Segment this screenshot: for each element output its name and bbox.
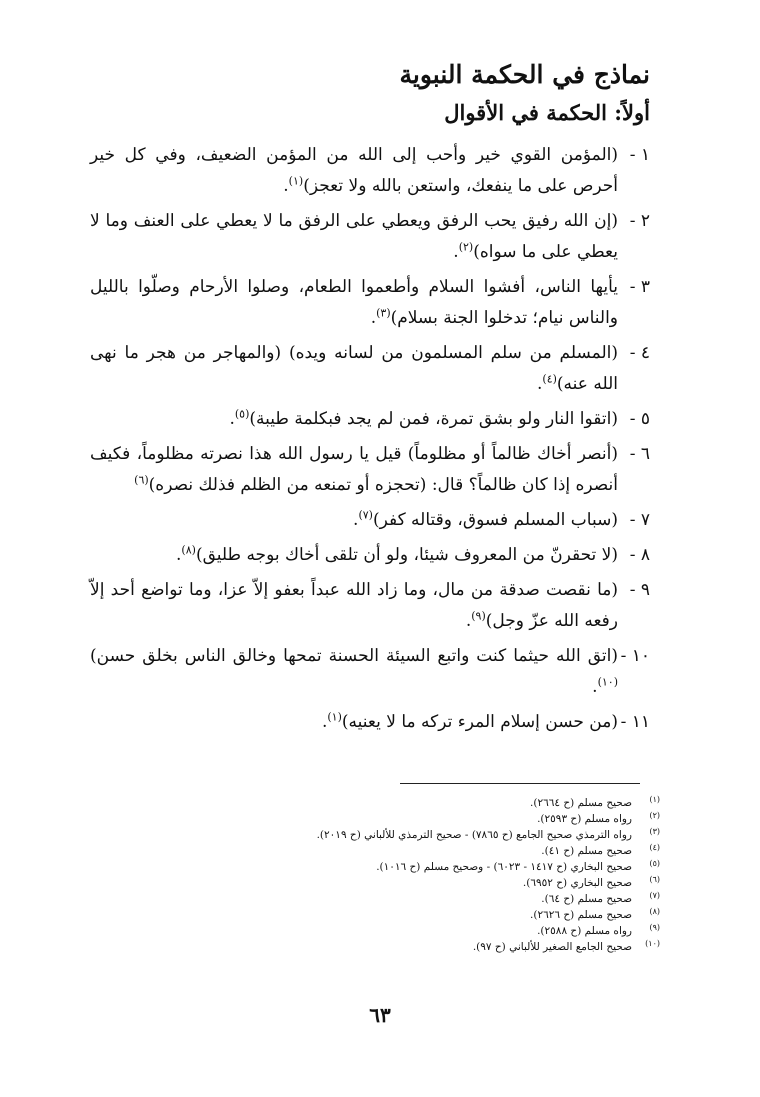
hadith-text (90, 206, 618, 268)
footnote-ref: (٣) (376, 306, 391, 320)
hadith-item (90, 206, 650, 268)
item-number: ٨ - (629, 545, 650, 565)
footnote (260, 923, 660, 939)
item-tail: . (465, 611, 472, 631)
item-text: (لا تحقرنّ من المعروف شيئا، ولو أن تلقى أخاك بوجه طليق) (195, 545, 618, 565)
footnote-ref: (٥) (234, 407, 250, 421)
hadith-text (90, 575, 618, 637)
hadith-text (90, 641, 618, 703)
footnote-number: (٧) (649, 891, 660, 900)
section-heading: أولاً: الحكمة في الأقوال (444, 100, 650, 125)
footnote (260, 907, 660, 923)
footnote-ref: (١٠) (597, 675, 618, 689)
page-number: ٦٣ (369, 1003, 391, 1027)
item-tail: . (370, 308, 377, 328)
item-number: ٤ - (629, 343, 650, 363)
hadith-text (90, 140, 618, 202)
item-number: ٦ - (629, 444, 650, 464)
footnote-ref: (٩) (471, 609, 486, 623)
footnote (260, 811, 660, 827)
hadith-text (90, 338, 618, 400)
footnote-number: (١٠) (645, 939, 660, 948)
item-text: (من حسن إسلام المرء تركه ما لا يعنيه) (341, 712, 618, 732)
footnote-divider (400, 783, 640, 784)
item-tail: . (283, 176, 289, 196)
item-number: ٢ - (629, 211, 650, 231)
page-title: نماذج في الحكمة النبوية (399, 60, 650, 89)
footnote-text: صحيح مسلم (ح ٤١). (541, 845, 632, 857)
footnote-ref: (١) (327, 710, 342, 724)
item-number: ٩ - (629, 580, 650, 600)
item-tail: . (176, 545, 182, 565)
footnote-number: (٨) (649, 907, 660, 916)
hadith-item (90, 505, 650, 536)
footnote-number: (٥) (649, 859, 660, 868)
hadith-text (90, 439, 618, 501)
item-text: (اتقوا النار ولو بشق تمرة، فمن لم يجد فبكلمة طيبة) (249, 409, 618, 429)
footnote-number: (١) (649, 795, 660, 804)
footnote-number: (٤) (649, 843, 660, 852)
footnote-ref: (١) (288, 174, 304, 188)
hadith-item (90, 140, 650, 202)
item-number: ١٠ - (620, 646, 650, 666)
hadith-item (90, 404, 650, 435)
footnote (260, 891, 660, 907)
footnote-ref: (٤) (542, 372, 557, 386)
footnote-ref: (٢) (458, 240, 474, 254)
item-tail: . (592, 677, 598, 697)
footnote-text: رواه مسلم (ح ٢٥٩٣). (537, 813, 632, 825)
hadith-item (90, 540, 650, 571)
item-text: (المسلم من سلم المسلمون من لسانه ويده) (والمهاجر من هجر ما نهى الله عنه) (90, 343, 618, 394)
item-text: يأيها الناس، أفشوا السلام وأطعموا الطعام، وصلوا الأرحام وصلّوا بالليل والناس نيام؛ تدخلوا الجنة بسلام) (90, 277, 618, 328)
footnote (260, 843, 660, 859)
footnotes (260, 795, 660, 955)
item-number: ٧ - (629, 510, 650, 530)
hadith-item (90, 272, 650, 334)
footnote-text: رواه الترمذي صحيح الجامع (ح ٧٨٦٥) - صحيح الترمذي للألباني (ح ٢٠١٩). (316, 829, 632, 841)
footnote-number: (٣) (649, 827, 660, 836)
footnote-text: صحيح مسلم (ح ٦٤). (541, 893, 632, 905)
hadith-item (90, 338, 650, 400)
footnote-number: (٢) (649, 811, 660, 820)
item-text: (ما نقصت صدقة من مال، وما زاد الله عبداً بعفو إلاّ عزا، وما تواضع أحد إلاّ رفعه الله عزّ وجل) (90, 580, 618, 631)
footnote-text: صحيح مسلم (ح ٢٦٢٦). (530, 909, 632, 921)
footnote (260, 875, 660, 891)
footnote-ref: (٧) (358, 508, 373, 522)
item-tail: . (453, 242, 459, 262)
item-text: (اتق الله حيثما كنت واتبع السيئة الحسنة تمحها وخالق الناس بخلق حسن) (90, 646, 618, 666)
hadith-text (90, 404, 618, 435)
hadith-item (90, 707, 650, 738)
hadith-text (90, 540, 618, 571)
hadith-item (90, 575, 650, 637)
footnote-text: رواه مسلم (ح ٢٥٨٨). (537, 925, 632, 937)
item-text: (المؤمن القوي خير وأحب إلى الله من المؤمن الضعيف، وفي كل خير أحرص على ما ينفعك، واستعن بالله ولا تعجز) (90, 145, 618, 196)
item-tail: . (229, 409, 235, 429)
footnote-text: صحيح مسلم (ح ٢٦٦٤). (530, 797, 632, 809)
footnote-text: صحيح البخاري (ح ١٤١٧ - ٦٠٢٣) - وصحيح مسلم (ح ١٠١٦). (376, 861, 632, 873)
item-text: (إن الله رفيق يحب الرفق ويعطي على الرفق ما لا يعطي على العنف وما لا يعطي على ما سواه) (90, 211, 618, 262)
footnote-ref: (٨) (181, 543, 196, 557)
item-tail: . (537, 374, 543, 394)
item-text: (أنصر أخاك ظالماً أو مظلوماً) قيل يا رسول الله هذا نصرته مظلوماً، فكيف أنصره إذا كان ظالماً؟ قال: (تحجزه أو تمنعه من الظلم فذلك نصره) (90, 444, 618, 495)
hadith-item (90, 641, 650, 703)
footnote (260, 939, 660, 955)
item-number: ١١ - (620, 712, 650, 732)
hadith-text (90, 272, 618, 334)
footnote-ref: (٦) (134, 473, 149, 487)
item-number: ٣ - (629, 277, 650, 297)
hadith-text (90, 505, 618, 536)
hadith-text (90, 707, 618, 738)
item-number: ١ - (629, 145, 650, 165)
footnote (260, 827, 660, 843)
item-number: ٥ - (629, 409, 650, 429)
hadith-list (90, 140, 650, 742)
item-tail: . (321, 712, 328, 732)
footnote-number: (٩) (649, 923, 660, 932)
hadith-item (90, 439, 650, 501)
footnote-text: صحيح الجامع الصغير للألباني (ح ٩٧). (472, 941, 632, 953)
footnote-number: (٦) (649, 875, 660, 884)
footnote (260, 795, 660, 811)
item-text: (سباب المسلم فسوق، وقتاله كفر) (372, 510, 618, 530)
item-tail: . (353, 510, 359, 530)
footnote (260, 859, 660, 875)
footnote-text: صحيح البخاري (ح ٦٩٥٢). (522, 877, 632, 889)
